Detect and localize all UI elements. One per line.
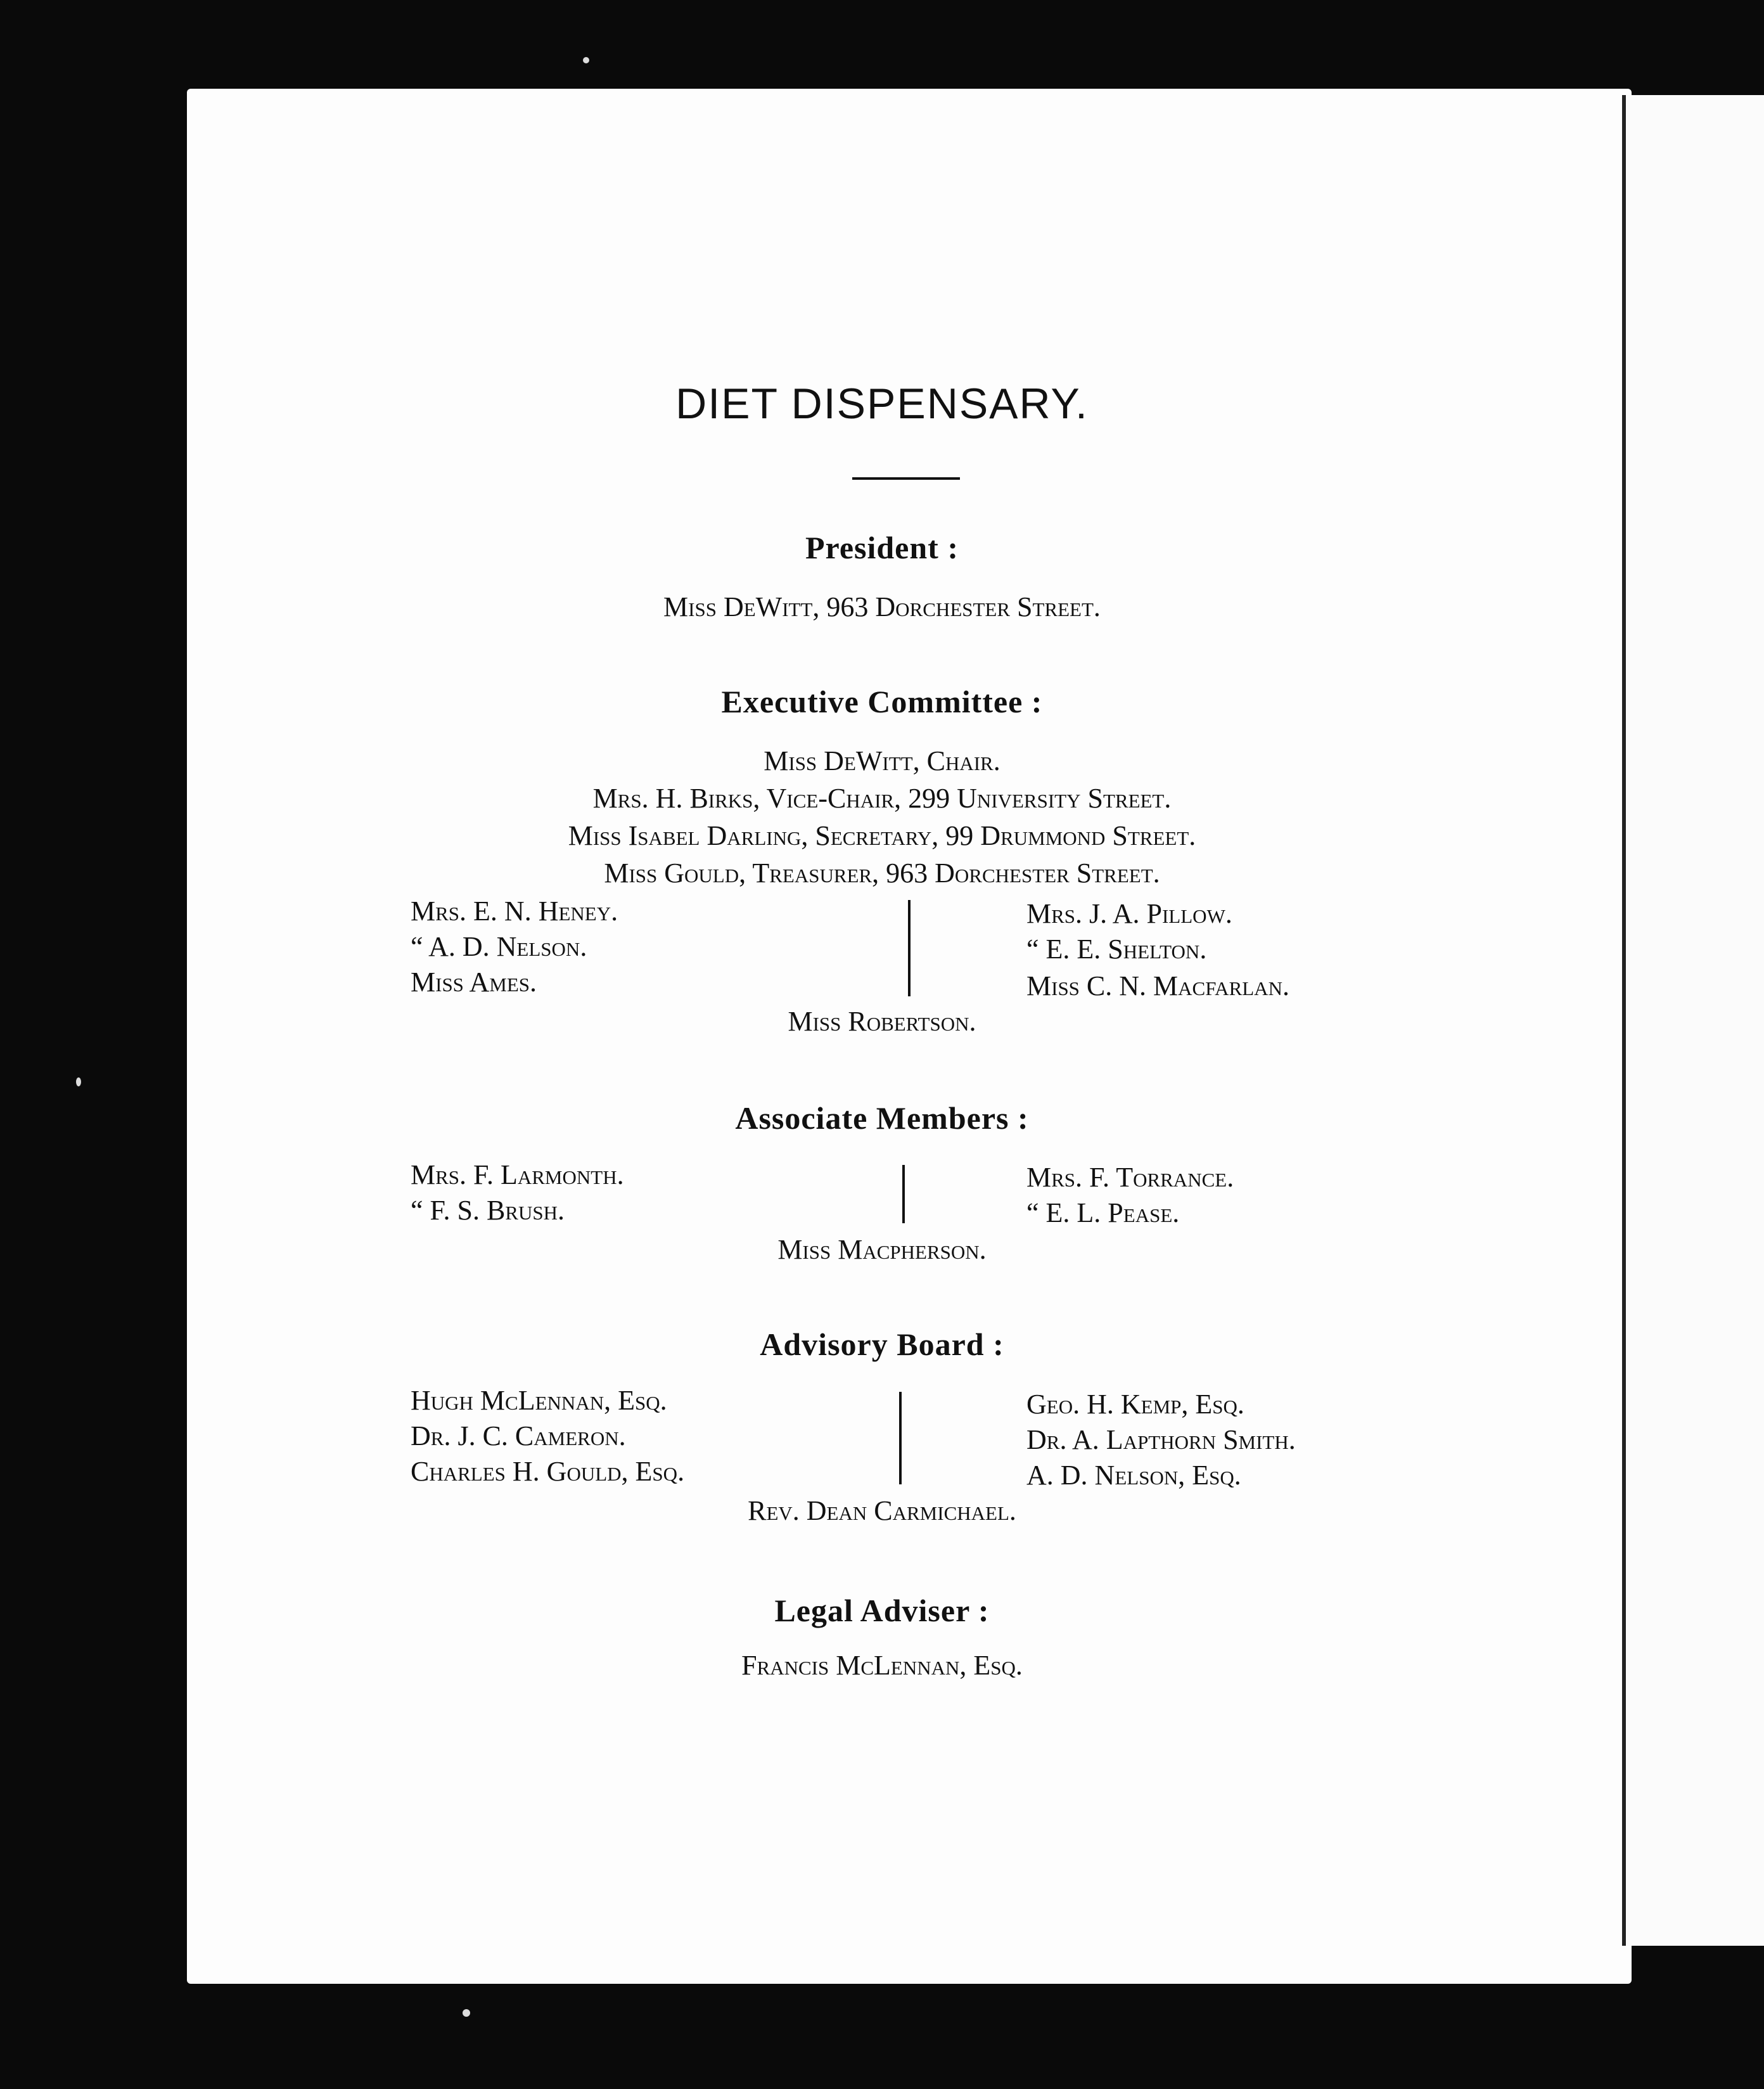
executive-line: Miss Isabel Darling, Secretary, 99 Drummond Street. xyxy=(568,820,1196,851)
page-title: DIET DISPENSARY. xyxy=(675,380,1089,428)
executive-left-member: Mrs. E. N. Heney. xyxy=(411,896,618,927)
legal-heading: Legal Adviser : xyxy=(774,1593,990,1628)
associate-left-member: Mrs. F. Larmonth. xyxy=(411,1159,624,1190)
associate-footer-member: Miss Macpherson. xyxy=(777,1234,987,1265)
executive-right-member: Miss C. N. Macfarlan. xyxy=(1026,970,1289,1001)
associate-left-member: “ F. S. Brush. xyxy=(411,1195,565,1226)
column-divider xyxy=(899,1392,902,1484)
executive-left-member: “ A. D. Nelson. xyxy=(411,931,587,962)
advisory-left-member: Hugh McLennan, Esq. xyxy=(411,1385,667,1416)
title-divider xyxy=(852,477,960,480)
advisory-right-member: Dr. A. Lapthorn Smith. xyxy=(1026,1424,1296,1455)
scan-speck xyxy=(463,2009,470,2017)
executive-footer-member: Miss Robertson. xyxy=(788,1006,976,1037)
column-divider xyxy=(902,1165,905,1223)
advisory-right-member: Geo. H. Kemp, Esq. xyxy=(1026,1389,1244,1420)
executive-line: Miss DeWitt, Chair. xyxy=(764,745,1000,776)
associate-heading: Associate Members : xyxy=(735,1100,1029,1136)
president-heading: President : xyxy=(805,530,959,565)
executive-right-member: Mrs. J. A. Pillow. xyxy=(1026,898,1232,929)
scan-speck xyxy=(583,57,589,63)
executive-line: Miss Gould, Treasurer, 963 Dorchester Street. xyxy=(604,858,1160,889)
executive-left-member: Miss Ames. xyxy=(411,967,537,998)
advisory-heading: Advisory Board : xyxy=(760,1327,1004,1362)
column-divider xyxy=(908,900,911,996)
executive-heading: Executive Committee : xyxy=(721,684,1043,719)
advisory-left-member: Dr. J. C. Cameron. xyxy=(411,1420,626,1451)
advisory-left-member: Charles H. Gould, Esq. xyxy=(411,1456,685,1487)
advisory-footer-member: Rev. Dean Carmichael. xyxy=(748,1495,1016,1526)
executive-right-member: “ E. E. Shelton. xyxy=(1026,934,1207,965)
advisory-right-member: A. D. Nelson, Esq. xyxy=(1026,1460,1241,1491)
scan-speck xyxy=(76,1077,81,1086)
executive-line: Mrs. H. Birks, Vice-Chair, 299 University Street. xyxy=(592,783,1172,814)
president-line: Miss DeWitt, 963 Dorchester Street. xyxy=(663,591,1101,622)
associate-right-member: Mrs. F. Torrance. xyxy=(1026,1162,1234,1193)
associate-right-member: “ E. L. Pease. xyxy=(1026,1197,1180,1228)
legal-line: Francis McLennan, Esq. xyxy=(741,1650,1023,1681)
